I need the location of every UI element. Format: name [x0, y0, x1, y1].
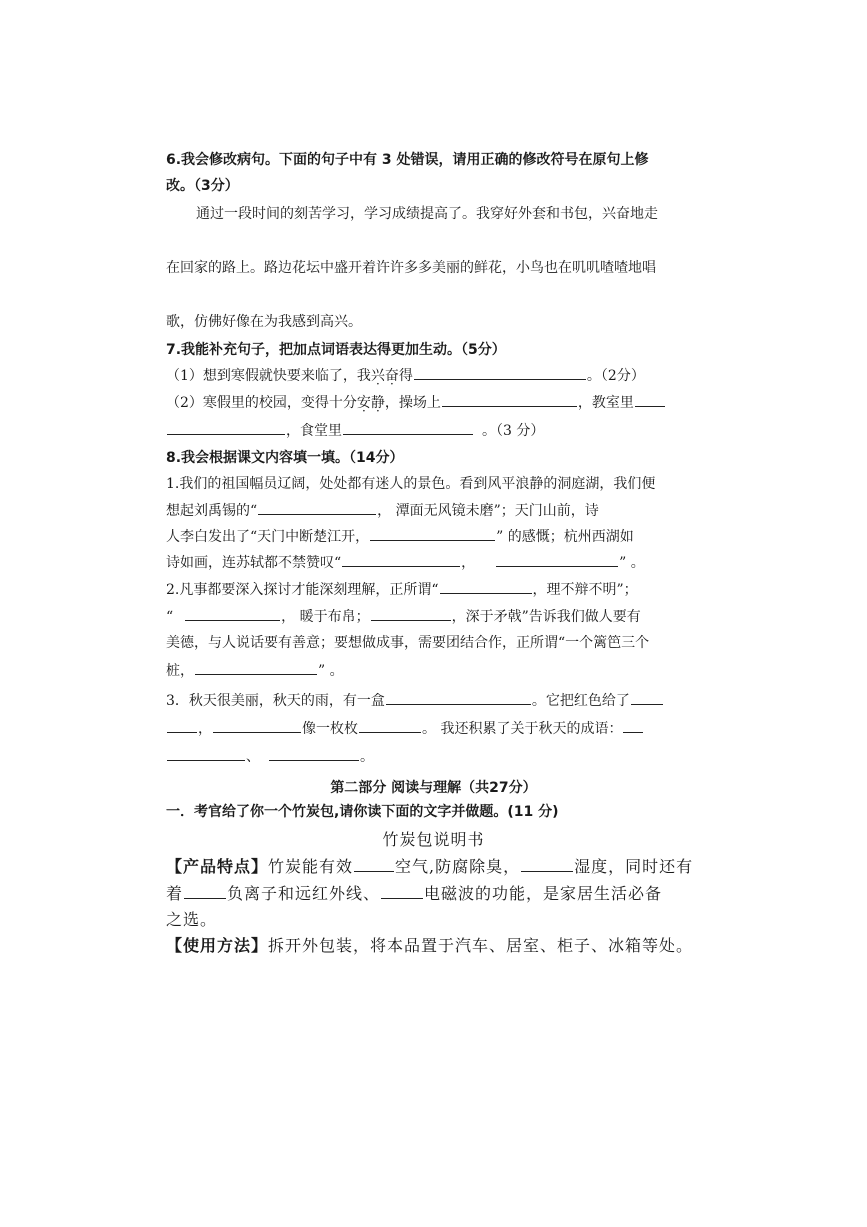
feature-l1-a: 竹炭能有效	[268, 857, 354, 876]
q7-s2-text-a: （2）寒假里的校园，变得十分	[166, 395, 357, 411]
feature-line2	[166, 882, 662, 906]
q8-l10-text-a: ，	[198, 721, 212, 737]
q8-l9-text-a: 3．秋天很美丽，秋天的雨，有一盒	[166, 693, 385, 709]
q8-line5	[166, 579, 638, 600]
feature-tag: 【产品特点】	[166, 857, 269, 876]
q8-l6-text-c: ，深于矛戟”告诉我们做人要有	[451, 609, 641, 625]
q8-l2-text-a: 想起刘禹锡的“	[166, 503, 258, 519]
q8-l4-text-b: ，	[461, 555, 476, 571]
q8-l11-blank-2[interactable]	[269, 746, 359, 761]
q7-title: 7.我能补充句子，把加点词语表达得更加生动。（5分）	[166, 342, 506, 358]
q8-line11	[166, 746, 374, 767]
q6-title-line1: 6.我会修改病句。下面的句子中有 3 处错误，请用正确的修改符号在原句上修	[166, 152, 649, 168]
q8-l10-blank-4[interactable]	[623, 718, 643, 733]
q8-line10	[166, 718, 644, 739]
q8-l3-text-a: 人李白发出了“天门中断楚江开，	[166, 529, 370, 545]
q7-sentence-1	[166, 365, 645, 386]
q7-sentence-2	[166, 392, 666, 413]
q8-l2-text-b: ， 潭面无风镜未磨”；天门山前，诗	[377, 503, 599, 519]
q8-l6-text-b: ， 暖于布帛；	[281, 609, 370, 625]
q8-l3-text-b: ” 的感慨；杭州西湖如	[496, 529, 634, 545]
q8-l11-text-a: 、	[246, 749, 260, 765]
q6-paragraph-line3: 歌，仿佛好像在为我感到高兴。	[166, 314, 362, 330]
q8-l8-blank[interactable]	[195, 660, 317, 675]
q8-line1: 1.我们的祖国幅员辽阔，处处都有迷人的景色。看到风平浪静的洞庭湖，我们便	[166, 476, 656, 492]
q8-line6	[166, 606, 641, 627]
feature-blank-3[interactable]	[184, 882, 226, 899]
dotted-char: 安	[356, 395, 371, 411]
part2-heading: 第二部分 阅读与理解（共27分）	[330, 780, 537, 796]
feature-l1-b: 空气,防腐除臭，	[395, 857, 521, 876]
dotted-char: 静	[370, 395, 385, 411]
q8-l9-text-b: 。它把红色给了	[531, 693, 630, 709]
feature-blank-4[interactable]	[381, 882, 423, 899]
q8-l5-blank[interactable]	[440, 579, 532, 594]
q7-s2-score: 。（3 分）	[482, 423, 545, 439]
q8-l4-text-c: ” 。	[619, 555, 645, 571]
q8-l3-blank[interactable]	[370, 526, 495, 541]
q8-l2-blank[interactable]	[258, 500, 376, 515]
q7-s2-blank-2b[interactable]	[167, 420, 285, 435]
q8-line3	[166, 526, 634, 547]
feature-line3: 之选。	[166, 910, 218, 929]
q8-l4-blank-1[interactable]	[342, 552, 460, 567]
usage-text: 拆开外包装，将本品置于汽车、居室、柜子、冰箱等处。	[268, 936, 694, 955]
q7-sentence-2-cont	[166, 420, 544, 441]
q6-title-line2: 改。（3分）	[166, 178, 239, 194]
q7-s1-blank[interactable]	[414, 365, 586, 380]
q7-s2-text-d: ，食堂里	[286, 423, 342, 439]
q8-title: 8.我会根据课文内容填一填。（14分）	[166, 450, 404, 466]
q8-l6-text-a: “	[166, 609, 174, 625]
q6-paragraph-line1: 通过一段时间的刻苦学习，学习成绩提高了。我穿好外套和书包，兴奋地走	[196, 206, 658, 222]
q7-s1-text-b: 得	[398, 368, 413, 384]
q8-l10-text-c: 。 我还积累了关于秋天的成语：	[422, 721, 623, 737]
q8-l8-text-a: 桩，	[166, 663, 194, 679]
q8-line7: 美德，与人说话要有善意；要想做成事，需要团结合作，正所谓“一个篱笆三个	[166, 635, 650, 651]
q8-l10-text-b: 像一枚枚	[302, 721, 358, 737]
feature-l2-c: 电磁波的功能，是家居生活必备	[424, 884, 663, 903]
q8-l11-blank-1[interactable]	[167, 746, 245, 761]
q8-l8-text-b: ” 。	[318, 663, 344, 679]
q7-s2-text-c: ，教室里	[577, 395, 634, 411]
q8-line2	[166, 500, 599, 521]
q6-paragraph-line2: 在回家的路上。路边花坛中盛开着许许多多美丽的鲜花，小鸟也在叽叽喳喳地唱	[166, 260, 656, 276]
doc-title: 竹炭包说明书	[382, 830, 485, 849]
dotted-char: 兴	[370, 368, 385, 384]
q7-s2-blank-2[interactable]	[635, 392, 665, 407]
feature-l2-a: 着	[166, 884, 184, 903]
feature-blank-1[interactable]	[354, 855, 394, 872]
q8-l4-blank-2[interactable]	[496, 552, 618, 567]
q7-s1-text-a: （1）想到寒假就快要来临了，我	[166, 368, 371, 384]
q8-line9	[166, 690, 664, 711]
q7-s2-blank-3[interactable]	[343, 420, 473, 435]
dotted-char: 奋	[384, 368, 399, 384]
q8-l6-blank-1[interactable]	[185, 606, 280, 621]
q7-s2-text-b: ，操场上	[384, 395, 441, 411]
q8-l4-text-a: 诗如画，连苏轼都不禁赞叹“	[166, 555, 342, 571]
q8-l5-text-a: 2.凡事都要深入探讨才能深刻理解，正所谓“	[166, 582, 439, 598]
feature-l1-c: 湿度，同时还有	[574, 857, 694, 876]
usage-line	[166, 934, 693, 958]
usage-tag: 【使用方法】	[166, 936, 269, 955]
q8-l9-blank-1[interactable]	[386, 690, 531, 705]
feature-blank-2[interactable]	[521, 855, 573, 872]
q8-l10-blank-1[interactable]	[167, 718, 197, 733]
q8-line8	[166, 660, 344, 681]
q8-l5-text-b: ，理不辩不明”；	[532, 582, 638, 598]
q8-l10-blank-2[interactable]	[213, 718, 301, 733]
q7-s2-blank-1[interactable]	[442, 392, 577, 407]
q8-l6-blank-2[interactable]	[371, 606, 451, 621]
feature-line1	[166, 855, 693, 879]
q7-s1-score: 。（2分）	[586, 368, 645, 384]
q8-l9-blank-2[interactable]	[631, 690, 663, 705]
q8-line4	[166, 552, 645, 573]
feature-l2-b: 负离子和远红外线、	[227, 884, 381, 903]
part2-q1-title: 一．考官给了你一个竹炭包,请你读下面的文字并做题。(11 分)	[166, 804, 559, 820]
q8-l10-blank-3[interactable]	[359, 718, 421, 733]
q8-l11-text-b: 。	[360, 749, 374, 765]
